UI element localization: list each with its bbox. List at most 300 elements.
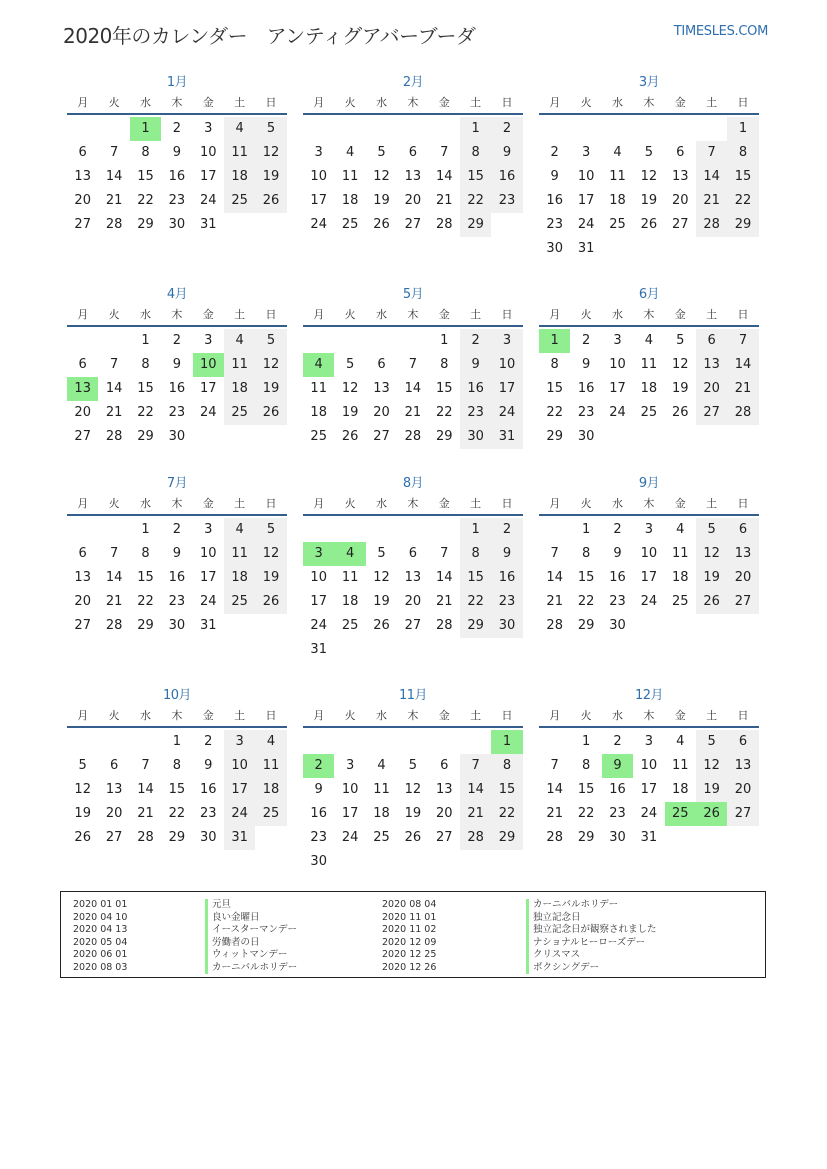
day-cell: 25 — [341, 618, 359, 633]
empty-cell — [429, 518, 460, 542]
weekend-day-cell: 26 — [255, 189, 286, 213]
weekend-day-cell: 7 — [696, 141, 727, 165]
empty-cell — [334, 117, 365, 141]
day-cell: 7 — [440, 145, 449, 160]
weekend-day-cell: 13 — [727, 542, 758, 566]
day-cell: 23 — [168, 405, 186, 420]
day-cell: 18 — [671, 570, 689, 585]
site-link[interactable]: TIMESLES.COM — [673, 24, 768, 39]
weekend-day-cell: 13 — [696, 353, 727, 377]
day-cell: 11 — [671, 758, 689, 773]
weekend-day-cell: 10 — [491, 353, 522, 377]
day-cell: 17 — [199, 570, 217, 585]
day-cell: 24 — [577, 217, 595, 232]
weekend-day-cell: 9 — [491, 141, 522, 165]
month-5 — [303, 285, 523, 449]
weekday-label: 金 — [202, 709, 214, 722]
day-cell: 10 — [640, 758, 658, 773]
weekend-day-cell: 18 — [224, 377, 255, 401]
day-cell: 12 — [373, 570, 390, 585]
days-grid — [67, 115, 287, 237]
weekday-header — [303, 305, 523, 327]
weekday-label: 水 — [611, 308, 623, 321]
holiday-date: 2020 12 09 — [382, 936, 437, 948]
holiday-day-cell: 4 — [303, 353, 334, 377]
day-cell: 31 — [199, 217, 217, 232]
weekend-day-cell: 15 — [727, 165, 758, 189]
weekday-label: 金 — [674, 709, 686, 722]
day-cell: 6 — [78, 546, 87, 561]
day-cell: 2 — [550, 145, 559, 160]
weekend-day-cell: 15 — [460, 566, 491, 590]
weekend-day-cell: 29 — [460, 614, 491, 638]
day-cell: 30 — [168, 618, 186, 633]
weekend-day-cell: 5 — [696, 518, 727, 542]
month-1 — [67, 73, 287, 237]
day-cell: 2 — [613, 734, 622, 749]
month-12 — [539, 686, 759, 850]
day-cell: 3 — [204, 522, 213, 537]
day-cell: 12 — [373, 169, 390, 184]
day-cell: 18 — [671, 782, 689, 797]
month-7 — [67, 474, 287, 638]
day-cell: 14 — [105, 381, 123, 396]
weekend-day-cell: 27 — [696, 401, 727, 425]
day-cell: 27 — [404, 217, 422, 232]
holiday-name: 独立記念日が観察されました — [526, 924, 657, 937]
day-cell: 21 — [435, 594, 453, 609]
day-cell: 30 — [168, 429, 186, 444]
day-cell: 18 — [341, 193, 359, 208]
weekday-label: 水 — [375, 497, 387, 510]
weekday-label: 木 — [171, 96, 183, 109]
month-11 — [303, 686, 523, 874]
empty-cell — [696, 117, 727, 141]
weekend-day-cell: 28 — [696, 213, 727, 237]
day-cell: 22 — [137, 594, 154, 609]
day-cell: 30 — [546, 241, 563, 256]
day-cell: 17 — [640, 570, 658, 585]
day-cell: 20 — [435, 806, 453, 821]
month-title: 12月 — [634, 688, 664, 703]
day-cell: 27 — [671, 217, 689, 232]
page-title: 2020年のカレンダー アンティグアバーブーダ — [63, 24, 476, 48]
day-cell: 5 — [78, 758, 87, 773]
weekday-label: 火 — [580, 497, 592, 510]
weekend-day-cell: 11 — [224, 542, 255, 566]
weekday-label: 日 — [737, 308, 749, 321]
weekday-label: 日 — [737, 497, 749, 510]
weekend-day-cell: 6 — [727, 730, 758, 754]
weekend-day-cell: 21 — [727, 377, 758, 401]
day-cell: 15 — [577, 570, 595, 585]
day-cell: 22 — [137, 405, 154, 420]
weekend-day-cell: 31 — [224, 826, 255, 850]
holiday-names-col-1 — [205, 899, 297, 974]
day-cell: 4 — [676, 734, 685, 749]
weekend-day-cell: 8 — [727, 141, 758, 165]
weekend-day-cell: 22 — [460, 590, 491, 614]
day-cell: 23 — [310, 830, 327, 845]
day-cell: 11 — [609, 169, 626, 184]
empty-cell — [429, 117, 460, 141]
day-cell: 28 — [404, 429, 422, 444]
day-cell: 9 — [550, 169, 559, 184]
holiday-name: 良い金曜日 — [205, 912, 297, 925]
day-cell: 26 — [640, 217, 658, 232]
day-cell: 8 — [440, 357, 449, 372]
holiday-date: 2020 11 01 — [382, 911, 437, 923]
day-cell: 24 — [310, 217, 327, 232]
weekday-label: 火 — [580, 308, 592, 321]
day-cell: 28 — [435, 618, 453, 633]
empty-cell — [334, 518, 365, 542]
day-cell: 22 — [546, 405, 563, 420]
empty-cell — [303, 329, 334, 353]
weekend-day-cell: 2 — [460, 329, 491, 353]
month-title: 11月 — [398, 688, 428, 703]
day-cell: 21 — [105, 405, 123, 420]
weekend-day-cell: 23 — [460, 401, 491, 425]
weekend-day-cell: 21 — [460, 802, 491, 826]
weekend-day-cell: 5 — [255, 518, 286, 542]
day-cell: 15 — [577, 782, 595, 797]
empty-cell — [98, 730, 129, 754]
weekend-day-cell: 8 — [491, 754, 522, 778]
weekday-label: 水 — [139, 308, 151, 321]
weekday-label: 月 — [313, 96, 325, 109]
empty-cell — [397, 329, 428, 353]
weekday-label: 金 — [202, 308, 214, 321]
day-cell: 24 — [199, 594, 217, 609]
weekday-label: 金 — [202, 96, 214, 109]
weekday-header — [303, 494, 523, 516]
weekend-day-cell: 6 — [696, 329, 727, 353]
empty-cell — [98, 518, 129, 542]
empty-cell — [539, 117, 570, 141]
month-4 — [67, 285, 287, 449]
weekday-label: 土 — [234, 709, 246, 722]
day-cell: 31 — [640, 830, 658, 845]
day-cell: 12 — [74, 782, 91, 797]
weekend-day-cell: 22 — [460, 189, 491, 213]
day-cell: 20 — [74, 193, 91, 208]
holiday-day-cell: 9 — [602, 754, 633, 778]
day-cell: 29 — [577, 830, 595, 845]
day-cell: 17 — [640, 782, 658, 797]
weekday-label: 水 — [375, 308, 387, 321]
empty-cell — [98, 329, 129, 353]
days-grid — [539, 728, 759, 850]
day-cell: 29 — [137, 429, 154, 444]
holiday-date: 2020 12 26 — [382, 961, 437, 973]
holiday-date: 2020 06 01 — [73, 949, 128, 960]
day-cell: 18 — [609, 193, 626, 208]
day-cell: 7 — [440, 546, 449, 561]
holiday-name: 独立記念日 — [526, 912, 657, 925]
weekday-label: 木 — [407, 308, 419, 321]
day-cell: 3 — [581, 145, 591, 160]
holiday-day-cell: 1 — [130, 117, 161, 141]
day-cell: 14 — [105, 570, 123, 585]
day-cell: 21 — [546, 806, 563, 821]
day-cell: 11 — [373, 782, 390, 797]
month-title: 6月 — [638, 287, 660, 302]
day-cell: 18 — [640, 381, 658, 396]
day-cell: 14 — [546, 782, 563, 797]
holiday-dates-col-1 — [73, 899, 127, 974]
day-cell: 26 — [373, 217, 390, 232]
weekday-label: 土 — [234, 308, 246, 321]
day-cell: 4 — [377, 758, 386, 773]
holiday-name: カーニバルホリデー — [526, 899, 657, 912]
day-cell: 4 — [613, 145, 622, 160]
weekday-header — [67, 494, 287, 516]
day-cell: 3 — [204, 121, 213, 136]
day-cell: 17 — [609, 381, 626, 396]
weekday-label: 日 — [265, 709, 277, 722]
weekend-day-cell: 3 — [491, 329, 522, 353]
day-cell: 17 — [341, 806, 359, 821]
day-cell: 9 — [172, 546, 181, 561]
day-cell: 10 — [609, 357, 626, 372]
weekday-label: 金 — [438, 96, 450, 109]
weekday-label: 木 — [643, 497, 655, 510]
weekend-day-cell: 26 — [255, 401, 286, 425]
day-cell: 8 — [550, 357, 559, 372]
day-cell: 20 — [74, 405, 91, 420]
holiday-day-cell: 1 — [491, 730, 522, 754]
empty-cell — [366, 117, 397, 141]
day-cell: 14 — [404, 381, 422, 396]
empty-cell — [67, 117, 98, 141]
day-cell: 23 — [546, 217, 563, 232]
day-cell: 18 — [341, 594, 359, 609]
days-grid — [303, 115, 523, 237]
day-cell: 18 — [310, 405, 327, 420]
day-cell: 25 — [671, 594, 689, 609]
weekend-day-cell: 20 — [696, 377, 727, 401]
empty-cell — [366, 730, 397, 754]
weekday-label: 月 — [549, 308, 561, 321]
holiday-name: 元旦 — [205, 899, 297, 912]
day-cell: 12 — [341, 381, 359, 396]
weekday-label: 月 — [77, 96, 89, 109]
month-3 — [539, 73, 759, 261]
day-cell: 4 — [644, 333, 653, 348]
day-cell: 24 — [640, 594, 658, 609]
day-cell: 30 — [168, 217, 186, 232]
day-cell: 20 — [105, 806, 123, 821]
day-cell: 5 — [377, 546, 386, 561]
holiday-day-cell: 2 — [303, 754, 334, 778]
holiday-day-cell: 10 — [193, 353, 224, 377]
empty-cell — [98, 117, 129, 141]
day-cell: 17 — [310, 594, 327, 609]
weekend-day-cell: 11 — [224, 353, 255, 377]
day-cell: 3 — [345, 758, 355, 773]
weekend-day-cell: 29 — [460, 213, 491, 237]
weekend-day-cell: 11 — [255, 754, 286, 778]
weekend-day-cell: 16 — [460, 377, 491, 401]
days-grid — [539, 516, 759, 638]
day-cell: 3 — [644, 734, 653, 749]
weekday-label: 火 — [108, 96, 120, 109]
day-cell: 26 — [341, 429, 359, 444]
weekday-header — [539, 305, 759, 327]
weekday-label: 火 — [108, 308, 120, 321]
day-cell: 6 — [440, 758, 449, 773]
day-cell: 10 — [341, 782, 359, 797]
holiday-date: 2020 04 10 — [73, 911, 128, 923]
day-cell: 16 — [609, 570, 626, 585]
empty-cell — [539, 518, 570, 542]
day-cell: 12 — [404, 782, 422, 797]
weekend-day-cell: 12 — [255, 141, 286, 165]
day-cell: 16 — [577, 381, 595, 396]
day-cell: 3 — [613, 333, 622, 348]
weekday-label: 木 — [407, 709, 419, 722]
day-cell: 10 — [310, 570, 327, 585]
weekend-day-cell: 14 — [696, 165, 727, 189]
day-cell: 11 — [310, 381, 327, 396]
weekday-header — [539, 706, 759, 728]
weekday-label: 日 — [501, 709, 513, 722]
weekend-day-cell: 25 — [224, 590, 255, 614]
empty-cell — [665, 117, 696, 141]
day-cell: 24 — [199, 405, 217, 420]
day-cell: 6 — [377, 357, 386, 372]
weekend-day-cell: 9 — [460, 353, 491, 377]
day-cell: 27 — [74, 429, 91, 444]
day-cell: 21 — [105, 193, 123, 208]
weekday-label: 日 — [737, 96, 749, 109]
weekday-header — [67, 93, 287, 115]
weekend-day-cell: 17 — [224, 778, 255, 802]
day-cell: 23 — [609, 806, 626, 821]
weekend-day-cell: 4 — [224, 518, 255, 542]
empty-cell — [67, 730, 98, 754]
day-cell: 30 — [310, 854, 327, 869]
holiday-names-col-2 — [526, 899, 657, 974]
weekend-day-cell: 29 — [727, 213, 758, 237]
weekend-day-cell: 4 — [255, 730, 286, 754]
day-cell: 7 — [141, 758, 150, 773]
weekend-day-cell: 4 — [224, 117, 255, 141]
day-cell: 3 — [204, 333, 213, 348]
weekday-label: 水 — [611, 497, 623, 510]
weekday-label: 月 — [549, 709, 561, 722]
day-cell: 3 — [314, 145, 323, 160]
holiday-dates-col-2 — [382, 899, 436, 974]
weekday-header — [539, 494, 759, 516]
weekday-label: 日 — [265, 497, 277, 510]
day-cell: 14 — [435, 570, 453, 585]
day-cell: 11 — [640, 357, 658, 372]
day-cell: 20 — [373, 405, 390, 420]
day-cell: 28 — [105, 429, 123, 444]
holiday-date: 2020 05 04 — [73, 936, 128, 948]
day-cell: 5 — [676, 333, 685, 348]
days-grid — [67, 327, 287, 449]
weekday-label: 月 — [77, 497, 89, 510]
weekday-label: 木 — [171, 308, 183, 321]
month-2 — [303, 73, 523, 237]
day-cell: 13 — [105, 782, 123, 797]
weekend-day-cell: 14 — [460, 778, 491, 802]
weekend-day-cell: 24 — [224, 802, 255, 826]
weekday-label: 土 — [470, 96, 482, 109]
day-cell: 7 — [408, 357, 417, 372]
day-cell: 27 — [404, 618, 422, 633]
weekend-day-cell: 2 — [491, 518, 522, 542]
day-cell: 16 — [168, 570, 186, 585]
weekday-label: 土 — [706, 96, 718, 109]
day-cell: 19 — [671, 381, 689, 396]
day-cell: 15 — [168, 782, 186, 797]
day-cell: 26 — [671, 405, 689, 420]
day-cell: 29 — [577, 618, 595, 633]
empty-cell — [539, 730, 570, 754]
day-cell: 8 — [141, 145, 150, 160]
day-cell: 28 — [546, 618, 563, 633]
month-title: 9月 — [638, 476, 660, 491]
day-cell: 21 — [137, 806, 154, 821]
weekday-header — [539, 93, 759, 115]
day-cell: 2 — [204, 734, 213, 749]
day-cell: 29 — [137, 618, 154, 633]
day-cell: 3 — [644, 522, 653, 537]
day-cell: 31 — [310, 642, 327, 657]
day-cell: 21 — [546, 594, 563, 609]
empty-cell — [397, 730, 428, 754]
weekend-day-cell: 23 — [491, 189, 522, 213]
day-cell: 27 — [373, 429, 390, 444]
day-cell: 17 — [577, 193, 595, 208]
weekday-label: 月 — [313, 709, 325, 722]
weekday-label: 木 — [171, 497, 183, 510]
day-cell: 4 — [345, 145, 355, 160]
empty-cell — [366, 518, 397, 542]
weekend-day-cell: 11 — [224, 141, 255, 165]
weekday-label: 水 — [611, 709, 623, 722]
weekday-label: 金 — [438, 497, 450, 510]
day-cell: 21 — [435, 193, 453, 208]
day-cell: 24 — [640, 806, 658, 821]
weekend-day-cell: 27 — [727, 590, 758, 614]
day-cell: 16 — [546, 193, 563, 208]
day-cell: 24 — [199, 193, 217, 208]
day-cell: 18 — [373, 806, 390, 821]
day-cell: 22 — [168, 806, 186, 821]
days-grid — [303, 516, 523, 662]
day-cell: 28 — [105, 618, 123, 633]
day-cell: 24 — [310, 618, 327, 633]
day-cell: 29 — [546, 429, 563, 444]
day-cell: 15 — [546, 381, 563, 396]
day-cell: 30 — [609, 618, 626, 633]
weekday-label: 水 — [375, 709, 387, 722]
holiday-day-cell: 25 — [665, 802, 696, 826]
weekend-day-cell: 16 — [491, 566, 522, 590]
weekday-label: 水 — [139, 497, 151, 510]
weekday-label: 水 — [139, 709, 151, 722]
empty-cell — [67, 329, 98, 353]
month-6 — [539, 285, 759, 449]
day-cell: 30 — [609, 830, 626, 845]
weekday-label: 月 — [77, 709, 89, 722]
day-cell: 9 — [172, 357, 181, 372]
